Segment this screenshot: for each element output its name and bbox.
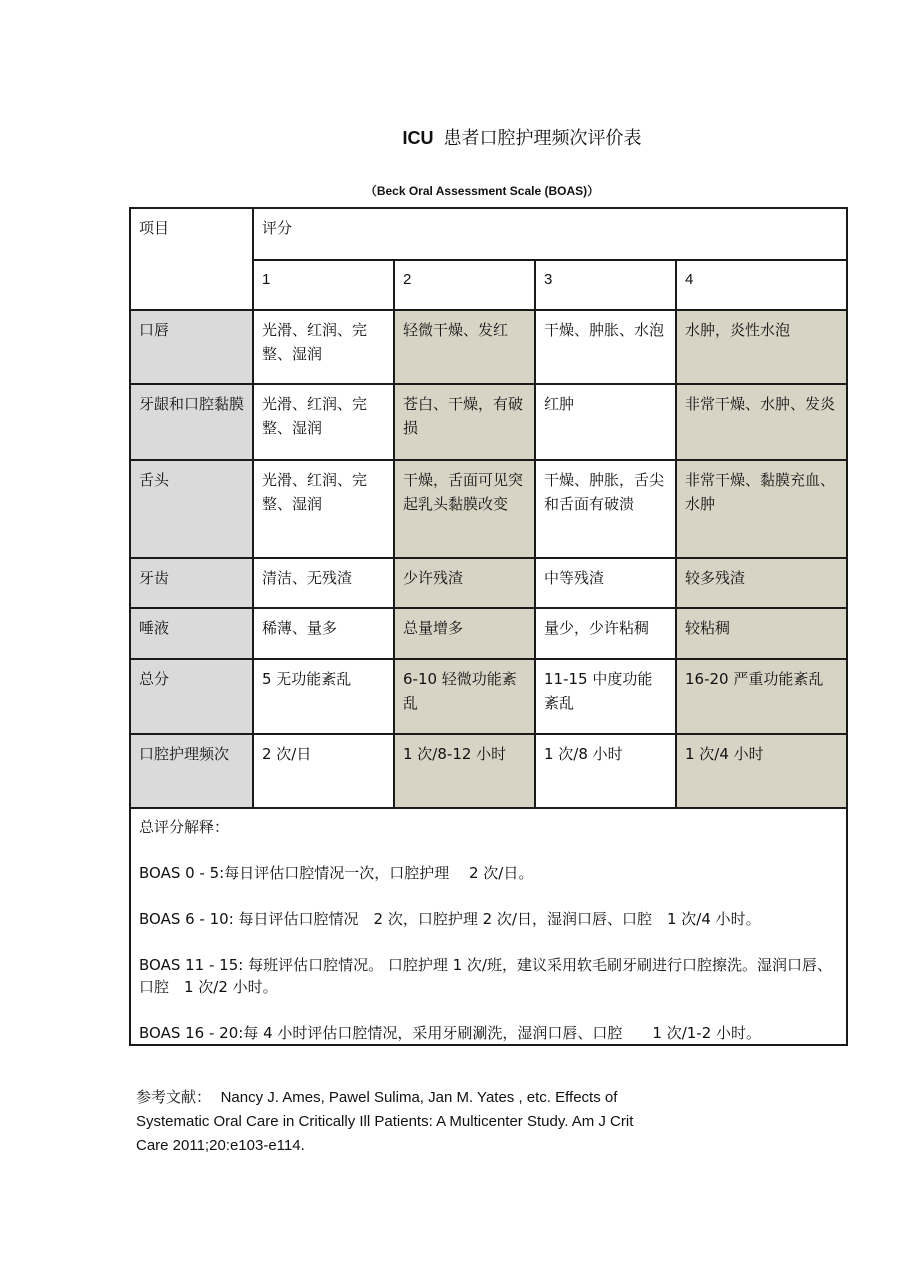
references-text-3: Care 2011;20:e103-e114. bbox=[136, 1137, 305, 1154]
row-item-saliva: 唾液 bbox=[130, 608, 253, 659]
score-column-3: 3 bbox=[535, 260, 676, 310]
page-title bbox=[0, 124, 904, 150]
table-cell: 1 次/8 小时 bbox=[535, 734, 676, 808]
table-cell: 干燥、肿胀、水泡 bbox=[535, 310, 676, 384]
table-cell: 干燥、肿胀，舌尖和舌面有破溃 bbox=[535, 460, 676, 558]
score-column-4: 4 bbox=[676, 260, 847, 310]
table-cell: 红肿 bbox=[535, 384, 676, 460]
table-cell: 较多残渣 bbox=[676, 558, 847, 608]
page-title-en: ICU bbox=[402, 128, 434, 148]
table-cell: 1 次/4 小时 bbox=[676, 734, 847, 808]
table-cell: 稀薄、量多 bbox=[253, 608, 394, 659]
references bbox=[136, 1085, 776, 1158]
table-row bbox=[130, 310, 847, 384]
table-cell: 光滑、红润、完整、湿润 bbox=[253, 310, 394, 384]
table-cell: 少许残渣 bbox=[394, 558, 535, 608]
references-text-2: Systematic Oral Care in Critically Ill Patients: A Multicenter Study. Am J Crit bbox=[136, 1113, 634, 1130]
item-header-cell bbox=[130, 208, 253, 310]
item-header: 项目 bbox=[139, 219, 170, 237]
score-header-cell bbox=[253, 208, 847, 260]
table-cell: 量少，少许粘稠 bbox=[535, 608, 676, 659]
row-item-frequency: 口腔护理频次 bbox=[130, 734, 253, 808]
references-text-1: Nancy J. Ames, Pawel Sulima, Jan M. Yates , etc. Effects of bbox=[220, 1089, 618, 1106]
table-cell: 总量增多 bbox=[394, 608, 535, 659]
table-cell: 较粘稠 bbox=[676, 608, 847, 659]
table-row bbox=[130, 558, 847, 608]
row-item-total: 总分 bbox=[130, 659, 253, 734]
table-cell: 轻微干燥、发红 bbox=[394, 310, 535, 384]
table-cell: 1 次/8-12 小时 bbox=[394, 734, 535, 808]
row-item-gums: 牙龈和口腔黏膜 bbox=[130, 384, 253, 460]
table-cell: 中等残渣 bbox=[535, 558, 676, 608]
notes-line: BOAS 6 - 10: 每日评估口腔情况 2 次，口腔护理 2 次/日，湿润口唇、口腔 1 次/4 小时。 bbox=[139, 910, 761, 928]
page-subtitle: （Beck Oral Assessment Scale (BOAS)） bbox=[364, 184, 600, 198]
table-cell: 光滑、红润、完整、湿润 bbox=[253, 384, 394, 460]
notes-heading: 总评分解释： bbox=[139, 818, 230, 836]
score-header: 评分 bbox=[262, 219, 293, 237]
table-row bbox=[130, 460, 847, 558]
table-cell: 11-15 中度功能紊乱 bbox=[535, 659, 676, 734]
table-row bbox=[130, 734, 847, 808]
table-cell: 非常干燥、水肿、发炎 bbox=[676, 384, 847, 460]
page-title-zh: 患者口腔护理频次评价表 bbox=[443, 128, 642, 149]
row-item-teeth: 牙齿 bbox=[130, 558, 253, 608]
boas-table bbox=[129, 207, 848, 1046]
table-cell: 6-10 轻微功能紊乱 bbox=[394, 659, 535, 734]
table-cell: 苍白、干燥，有破损 bbox=[394, 384, 535, 460]
notes-line: BOAS 11 - 15: 每班评估口腔情况。 口腔护理 1 次/班，建议采用软毛刷牙刷进行口腔擦洗。湿润口唇、口腔 1 次/2 小时。 bbox=[139, 956, 832, 996]
notes-cell bbox=[130, 808, 847, 1045]
table-row bbox=[130, 384, 847, 460]
table-cell: 清洁、无残渣 bbox=[253, 558, 394, 608]
table-cell: 干燥，舌面可见突起乳头黏膜改变 bbox=[394, 460, 535, 558]
references-label: 参考文献： bbox=[136, 1088, 212, 1106]
notes-row bbox=[130, 808, 847, 1045]
notes-line: BOAS 16 - 20:每 4 小时评估口腔情况，采用牙刷涮洗，湿润口唇、口腔 1 次/1-2 小时。 bbox=[139, 1024, 762, 1042]
table-cell: 水肿，炎性水泡 bbox=[676, 310, 847, 384]
references-line-1 bbox=[136, 1085, 776, 1110]
notes-line: BOAS 0 - 5:每日评估口腔情况一次，口腔护理 2 次/日。 bbox=[139, 864, 534, 882]
score-column-2: 2 bbox=[394, 260, 535, 310]
row-item-lips: 口唇 bbox=[130, 310, 253, 384]
table-cell: 非常干燥、黏膜充血、水肿 bbox=[676, 460, 847, 558]
row-item-tongue: 舌头 bbox=[130, 460, 253, 558]
table-cell: 2 次/日 bbox=[253, 734, 394, 808]
table-row bbox=[130, 608, 847, 659]
table-cell: 光滑、红润、完整、湿润 bbox=[253, 460, 394, 558]
table-cell: 16-20 严重功能紊乱 bbox=[676, 659, 847, 734]
score-column-1: 1 bbox=[253, 260, 394, 310]
table-cell: 5 无功能紊乱 bbox=[253, 659, 394, 734]
table-row bbox=[130, 659, 847, 734]
